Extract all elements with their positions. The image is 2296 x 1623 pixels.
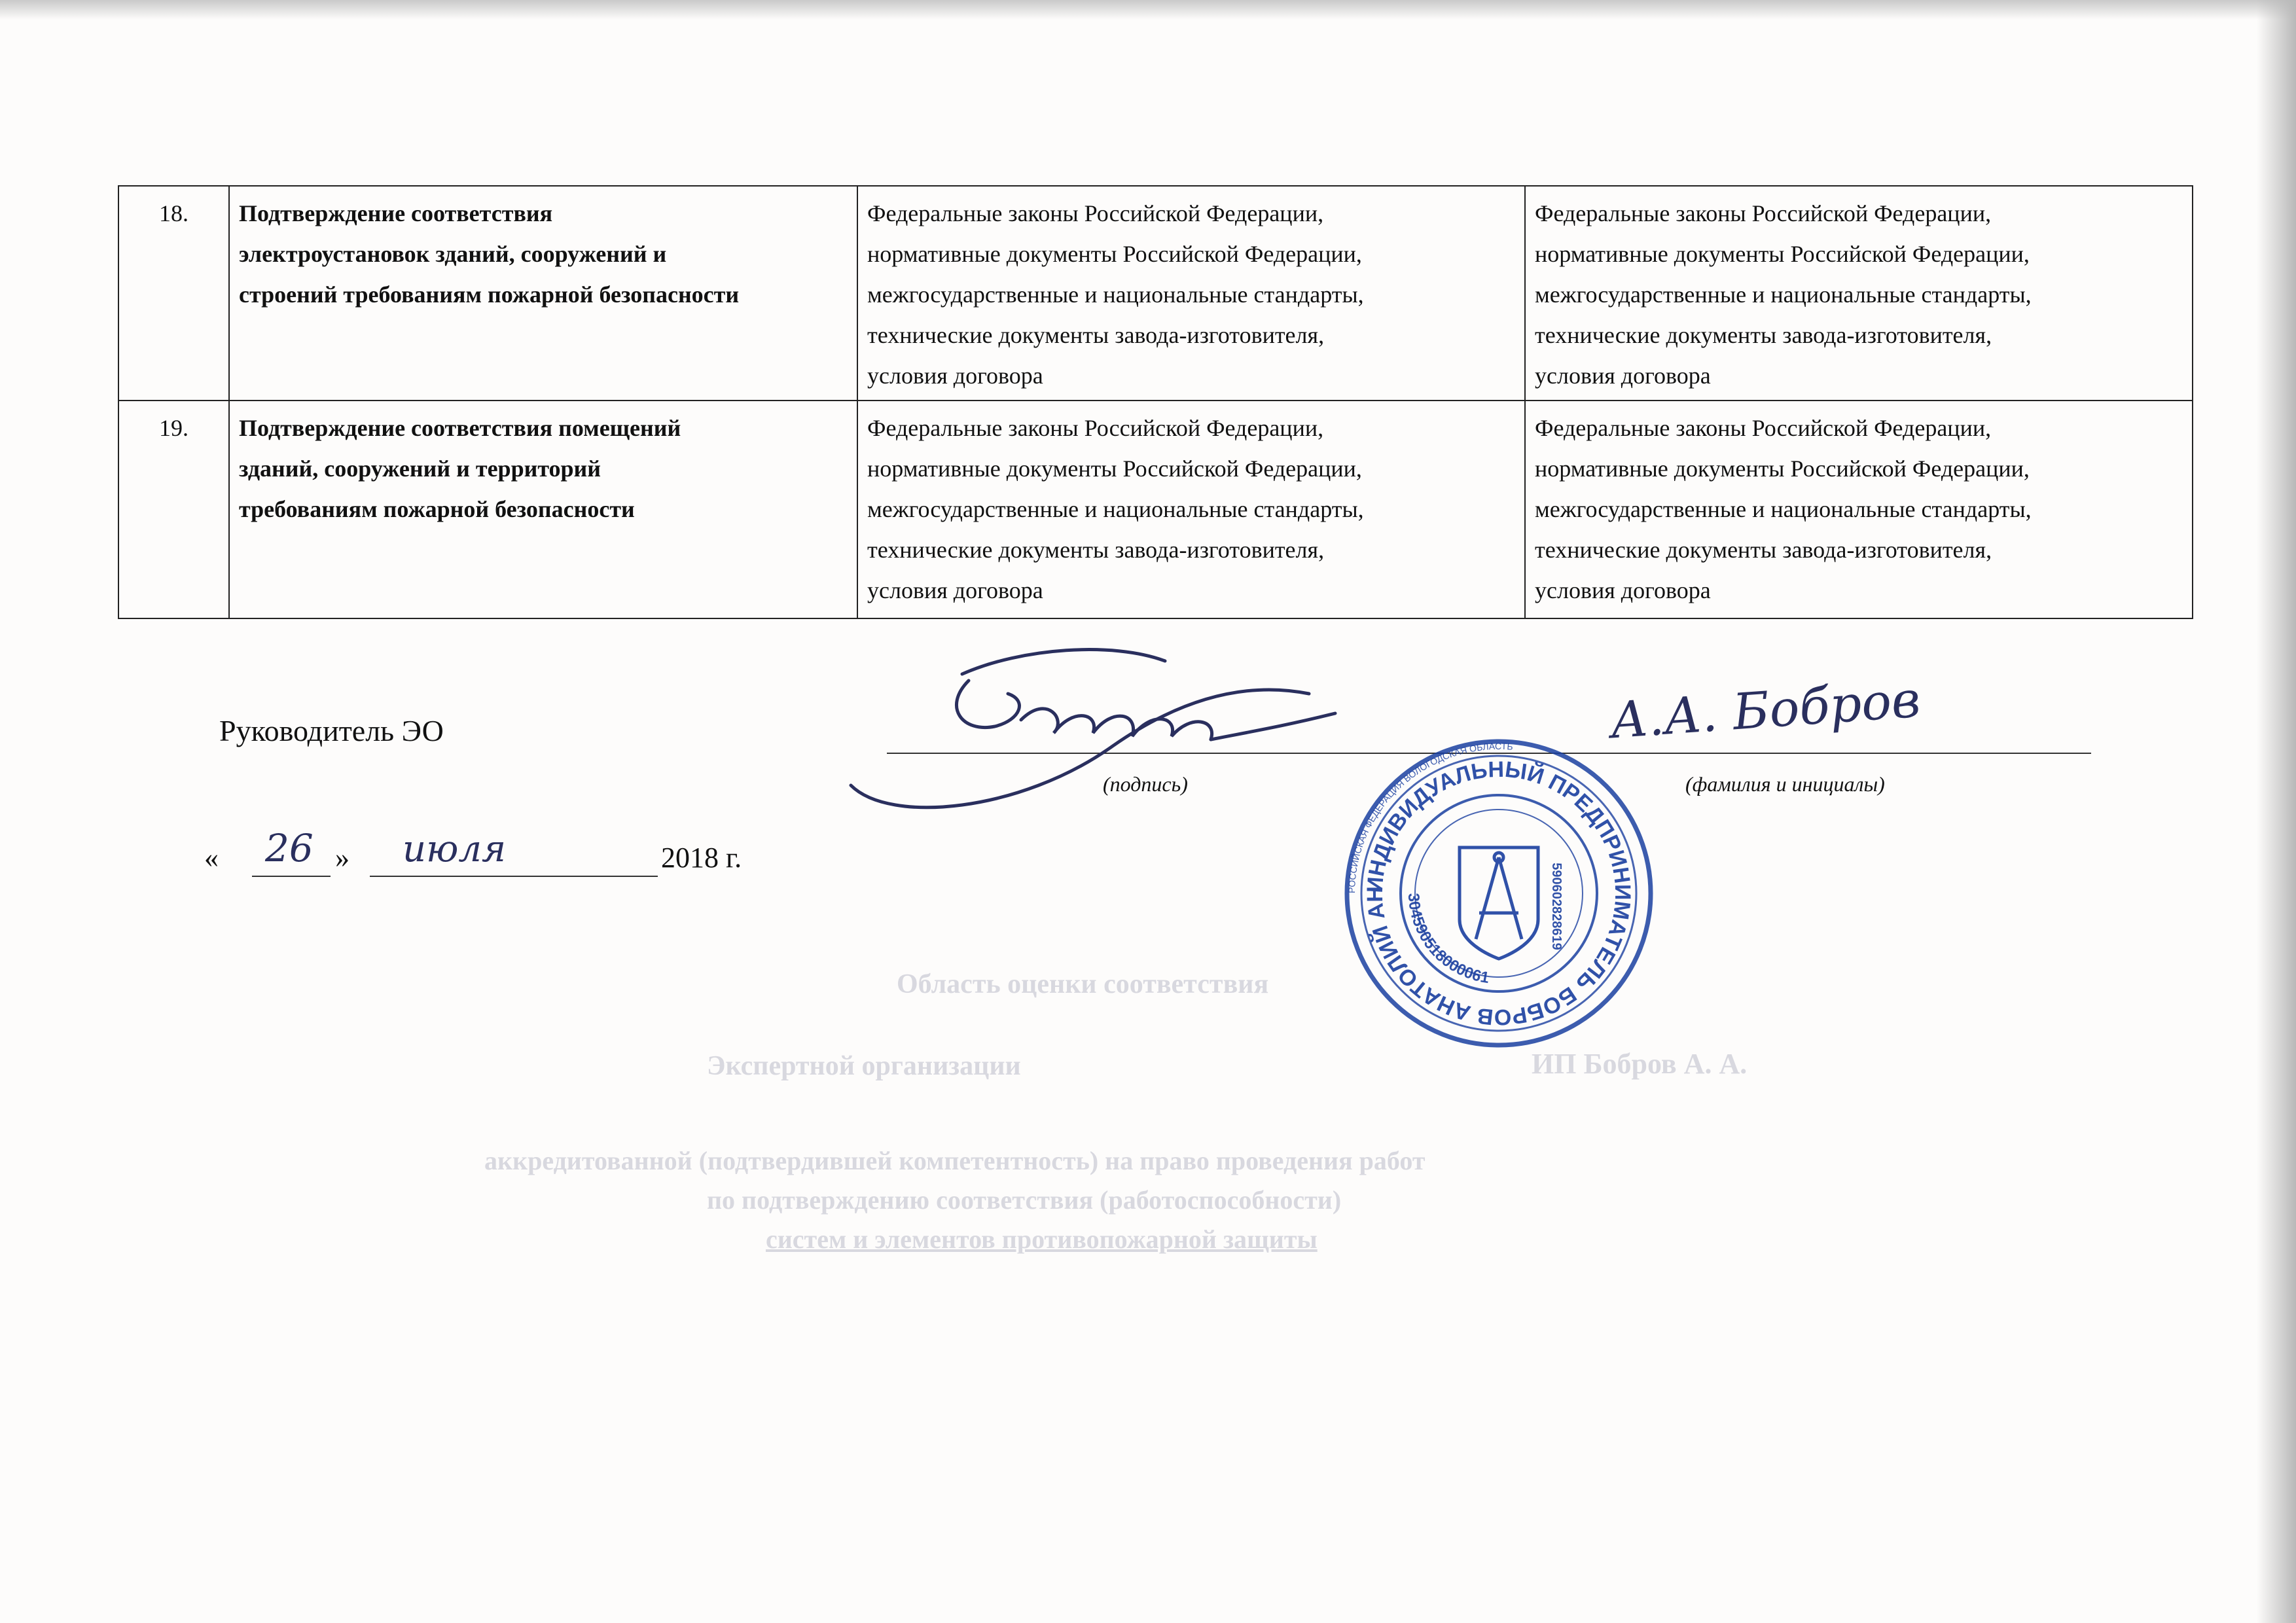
date-close-quote: » bbox=[335, 842, 350, 874]
doc-line: межгосударственные и национальные стандарты, bbox=[1535, 281, 2032, 308]
name-caption: (фамилия и инициалы) bbox=[1685, 772, 1885, 796]
stamp-emblem-icon bbox=[1460, 847, 1538, 959]
row-title-line: требованиям пожарной безопасности bbox=[239, 496, 635, 522]
doc-line: Федеральные законы Российской Федерации, bbox=[867, 200, 1324, 226]
row-number: 18. bbox=[118, 186, 229, 401]
doc-line: нормативные документы Российской Федерации, bbox=[867, 455, 1362, 482]
ghost-systems: систем и элементов противопожарной защиты bbox=[766, 1224, 1318, 1254]
doc-line: условия договора bbox=[1535, 363, 1711, 389]
handwritten-month: июля bbox=[403, 828, 507, 870]
ghost-org-name: ИП Бобров А. А. bbox=[1532, 1048, 1748, 1080]
date-open-quote: « bbox=[204, 842, 219, 874]
ghost-heading: Область оценки соответствия bbox=[897, 969, 1269, 999]
doc-line: Федеральные законы Российской Федерации, bbox=[1535, 200, 1992, 226]
stamp bbox=[1346, 741, 1651, 1045]
doc-line: технические документы завода-изготовителя, bbox=[1535, 322, 1992, 348]
doc-line: нормативные документы Российской Федерации, bbox=[867, 241, 1362, 267]
doc-line: нормативные документы Российской Федерации, bbox=[1535, 241, 2030, 267]
ghost-conformity: по подтверждению соответствия (работоспособности) bbox=[707, 1185, 1342, 1215]
stamp-ring-text: ИНДИВИДУАЛЬНЫЙ ПРЕДПРИНИМАТЕЛЬ БОБРОВ АНАТОЛИЙ АНАТОЛЬЕВИЧ bbox=[1362, 757, 1636, 1030]
signature-scribble bbox=[851, 650, 1335, 808]
row-title-line: зданий, сооружений и территорий bbox=[239, 455, 601, 482]
doc-line: условия договора bbox=[1535, 577, 1711, 603]
row-title-line: строений требованиям пожарной безопасности bbox=[239, 281, 740, 308]
row-number: 19. bbox=[118, 401, 229, 618]
handwritten-day: 26 bbox=[265, 826, 314, 870]
role-label: Руководитель ЭО bbox=[219, 714, 444, 747]
doc-line: Федеральные законы Российской Федерации, bbox=[1535, 415, 1992, 441]
doc-line: нормативные документы Российской Федерации, bbox=[1535, 455, 2030, 482]
doc-line: межгосударственные и национальные стандарты, bbox=[1535, 496, 2032, 522]
stamp-inn: 590602828619 bbox=[1549, 863, 1564, 950]
row-title-line: электроустановок зданий, сооружений и bbox=[239, 241, 667, 267]
doc-line: межгосударственные и национальные стандарты, bbox=[867, 496, 1364, 522]
row-title-line: Подтверждение соответствия bbox=[239, 200, 553, 226]
ghost-accreditation: аккредитованной (подтвердившей компетентность) на право проведения работ bbox=[484, 1146, 1426, 1175]
handwritten-name: А.А. Бобров bbox=[1608, 669, 1922, 750]
doc-line: технические документы завода-изготовителя, bbox=[867, 537, 1325, 563]
doc-line: межгосударственные и национальные стандарты, bbox=[867, 281, 1364, 308]
stamp-ogrn: 304590518000061 bbox=[1404, 892, 1491, 988]
stamp-outer-text: РОССИЙСКАЯ ФЕДЕРАЦИЯ ВОЛОГОДСКАЯ ОБЛАСТЬ bbox=[1346, 740, 1514, 894]
doc-line: условия договора bbox=[867, 363, 1043, 389]
doc-line: Федеральные законы Российской Федерации, bbox=[867, 415, 1324, 441]
doc-line: технические документы завода-изготовителя, bbox=[1535, 537, 1992, 563]
ghost-org-label: Экспертной организации bbox=[707, 1051, 1021, 1081]
row-title-line: Подтверждение соответствия помещений bbox=[239, 415, 681, 441]
date-year: 2018 г. bbox=[661, 842, 742, 874]
doc-line: технические документы завода-изготовителя, bbox=[867, 322, 1325, 348]
doc-line: условия договора bbox=[867, 577, 1043, 603]
signature-caption: (подпись) bbox=[1103, 772, 1188, 796]
